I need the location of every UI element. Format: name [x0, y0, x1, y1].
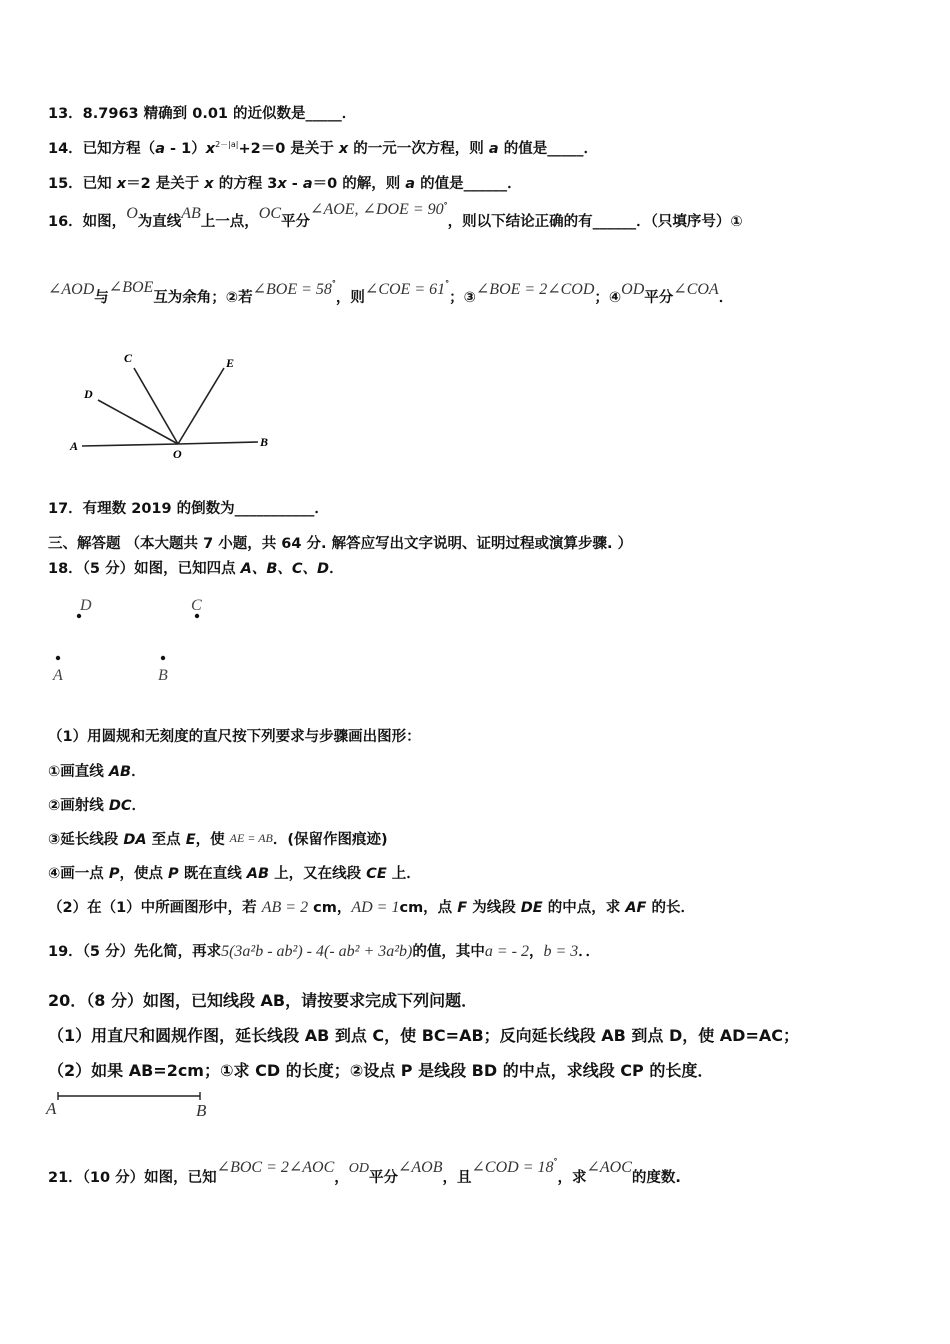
degree: °	[445, 279, 450, 289]
label-a: A	[46, 1099, 57, 1118]
math-ab-2: AB = 2	[261, 899, 309, 916]
q15-text: ＝0 的解，则	[312, 176, 406, 192]
q16-line2	[48, 279, 734, 307]
q16-text: ；③	[449, 290, 476, 306]
q19	[48, 940, 600, 961]
q16-text: 互为余角；②若	[153, 290, 253, 306]
var-de: DE	[520, 900, 543, 916]
math-angle-aob: ∠AOB	[398, 1159, 443, 1176]
q18	[48, 557, 344, 578]
math-boc-2aoc: ∠BOC = 2∠AOC	[216, 1159, 335, 1176]
var-ab: AB	[246, 866, 270, 882]
q15-text: 的值是______．	[415, 176, 522, 192]
q21-text: 的度数.	[631, 1170, 681, 1186]
var-a: a	[488, 141, 499, 157]
math-angle-aoc: ∠AOC	[586, 1159, 632, 1176]
q13: 13．8.7963 精确到 0.01 的近似数是_____．	[48, 106, 357, 122]
q18-part1: （1）用圆规和无刻度的直尺按下列要求与步骤画出图形：	[48, 729, 421, 745]
q21	[48, 1157, 681, 1187]
var-e: E	[185, 832, 196, 848]
step-text: ，使	[195, 832, 230, 848]
figure-q20	[44, 1090, 219, 1120]
var-p: P	[108, 866, 120, 882]
figure-q16	[48, 340, 293, 475]
var-af: AF	[625, 900, 647, 916]
math-OD: OD	[348, 1161, 369, 1176]
q16-text: 为直线	[137, 214, 182, 230]
math-angle-boe: ∠BOE	[108, 279, 154, 296]
q18-2-text: （2）在（1）中所画图形中，若	[48, 900, 262, 916]
label-c: C	[124, 351, 133, 365]
var-a: a	[405, 176, 416, 192]
q20-part2: （2）如果 AB=2cm；①求 CD 的长度；②设点 P 是线段 BD 的中点，求线段 CP 的长度．	[48, 1061, 714, 1080]
degree: °	[443, 201, 448, 211]
math-angle-coa: ∠COA	[673, 281, 719, 298]
q18-2-text: cm，	[308, 900, 352, 916]
ray-oa	[82, 444, 178, 446]
ray-ob	[178, 442, 258, 444]
var-x: x	[116, 176, 127, 192]
q15-text: -	[286, 176, 303, 192]
math-a-value: a = - 2	[484, 943, 529, 960]
math-ae-ab: AE = AB	[229, 831, 273, 845]
q18-2-text: 的中点，求	[542, 900, 626, 916]
points-abcd: A、B、C、D	[240, 561, 330, 577]
label-d: D	[80, 597, 92, 614]
q21-text: 21．（10 分）如图，已知	[48, 1170, 217, 1186]
point-a	[56, 656, 60, 660]
q15-text: 的方程 3	[213, 176, 278, 192]
q19-text: 的值，其中	[412, 944, 485, 960]
q14-text: 的一元一次方程，则	[348, 141, 489, 157]
q19-text: ，	[528, 944, 544, 960]
var-x: x	[277, 176, 287, 192]
step-text: ④画一点	[48, 866, 109, 882]
q16-text: 与	[94, 290, 109, 306]
q19-text: 19．（5 分）先化简，再求	[48, 944, 222, 960]
q16-line1	[48, 201, 743, 231]
step-text: 上，又在线段	[269, 866, 367, 882]
label-b: B	[196, 1101, 207, 1120]
q14	[48, 137, 598, 158]
step-text: ．(保留作图痕迹)	[272, 832, 388, 848]
step-text: 既在直线	[178, 866, 247, 882]
var-x: x	[338, 141, 349, 157]
q20: 20．（8 分）如图，已知线段 AB，请按要求完成下列问题．	[48, 991, 478, 1010]
figure-q18	[48, 590, 228, 690]
step-text: ，使点	[119, 866, 169, 882]
math-expression: 5(3a²b - ab²) - 4(- ab² + 3a²b)	[221, 943, 413, 960]
q16-text: ；④	[594, 290, 622, 306]
q18-step3	[48, 828, 388, 849]
q18-step2	[48, 794, 146, 815]
q14-text: - 1）	[164, 141, 206, 157]
var-dc: DC	[108, 798, 132, 814]
math-angles: ∠AOE, ∠DOE = 90	[310, 201, 444, 218]
section-3-heading: 三、解答题 （本大题共 7 小题，共 64 分. 解答应写出文字说明、证明过程或演算步骤. ）	[48, 536, 633, 552]
q20-part1: （1）用直尺和圆规作图，延长线段 AB 到点 C，使 BC=AB；反向延长线段 AB 到点 D，使 AD=AC；	[48, 1026, 799, 1045]
q14-text: +2＝0 是关于	[238, 141, 339, 157]
math-O: O	[126, 205, 138, 222]
q18-step4	[48, 862, 421, 883]
step-text: ③延长线段	[48, 832, 124, 848]
label-d: D	[84, 387, 93, 401]
math-OC: OC	[258, 205, 282, 222]
math-ad-1: AD = 1	[351, 899, 400, 916]
q18-part2	[48, 896, 695, 917]
q16-text: 平分	[644, 290, 674, 306]
step-text: 至点	[146, 832, 186, 848]
var-p: P	[168, 866, 179, 882]
point-c	[195, 614, 199, 618]
label-c: C	[191, 597, 202, 614]
math-cod-18: ∠COD = 18	[471, 1159, 554, 1176]
var-da: DA	[123, 832, 147, 848]
step-text: ②画射线	[48, 798, 109, 814]
point-d	[77, 614, 81, 618]
q16-text: ，则	[335, 290, 365, 306]
math-coe-61: ∠COE = 61	[364, 281, 446, 298]
var-a: a	[302, 176, 313, 192]
q19-text: ．．	[578, 944, 601, 960]
var-a: a	[155, 141, 165, 157]
exponent: 2－|a|	[215, 140, 239, 150]
var-ab: AB	[108, 764, 132, 780]
step-text: 上．	[386, 866, 421, 882]
label-b: B	[158, 667, 168, 684]
degree: °	[553, 1157, 558, 1167]
math-angle-aod: ∠AOD	[48, 281, 95, 298]
q21-text: 平分	[369, 1170, 398, 1186]
q21-text: ，且	[442, 1170, 472, 1186]
var-x: x	[204, 176, 214, 192]
q17: 17．有理数 2019 的倒数为___________．	[48, 501, 329, 517]
q18-2-text: 为线段	[467, 900, 521, 916]
q14-text: 14．已知方程（	[48, 141, 156, 157]
q21-text: ，求	[557, 1170, 587, 1186]
math-OD: OD	[621, 281, 645, 298]
q18-text: 18．（5 分）如图，已知四点	[48, 561, 241, 577]
q18-text: ．	[329, 561, 344, 577]
q15	[48, 172, 522, 193]
label-a: A	[53, 667, 63, 684]
q14-text: 的值是_____．	[498, 141, 598, 157]
q18-2-text: 的长．	[646, 900, 696, 916]
label-b: B	[260, 435, 269, 449]
q18-2-text: cm，点	[399, 900, 458, 916]
label-o: O	[173, 447, 182, 461]
ray-oe	[178, 368, 224, 444]
q16-text: 16．如图，	[48, 214, 127, 230]
math-boe-2cod: ∠BOE = 2∠COD	[475, 281, 595, 298]
math-AB: AB	[181, 205, 201, 222]
q16-text: 平分	[281, 214, 311, 230]
q16-text: ．	[718, 290, 734, 306]
label-e: E	[226, 356, 235, 370]
q15-text: 15．已知	[48, 176, 117, 192]
math-boe-58: ∠BOE = 58	[252, 281, 332, 298]
q16-text: ，则以下结论正确的有______．（只填序号）①	[447, 214, 743, 230]
math-b-value: b = 3	[543, 943, 579, 960]
var-ce: CE	[366, 866, 387, 882]
q18-step1	[48, 760, 146, 781]
point-b	[161, 656, 165, 660]
var-x: x	[205, 141, 216, 157]
q21-text: ，	[334, 1170, 349, 1186]
step-text: ①画直线	[48, 764, 109, 780]
q15-text: ＝2 是关于	[126, 176, 205, 192]
label-a: A	[70, 439, 79, 453]
step-text: ．	[131, 798, 147, 814]
var-f: F	[457, 900, 468, 916]
step-text: ．	[131, 764, 146, 780]
degree: °	[331, 279, 336, 289]
q16-text: 上一点，	[200, 214, 259, 230]
